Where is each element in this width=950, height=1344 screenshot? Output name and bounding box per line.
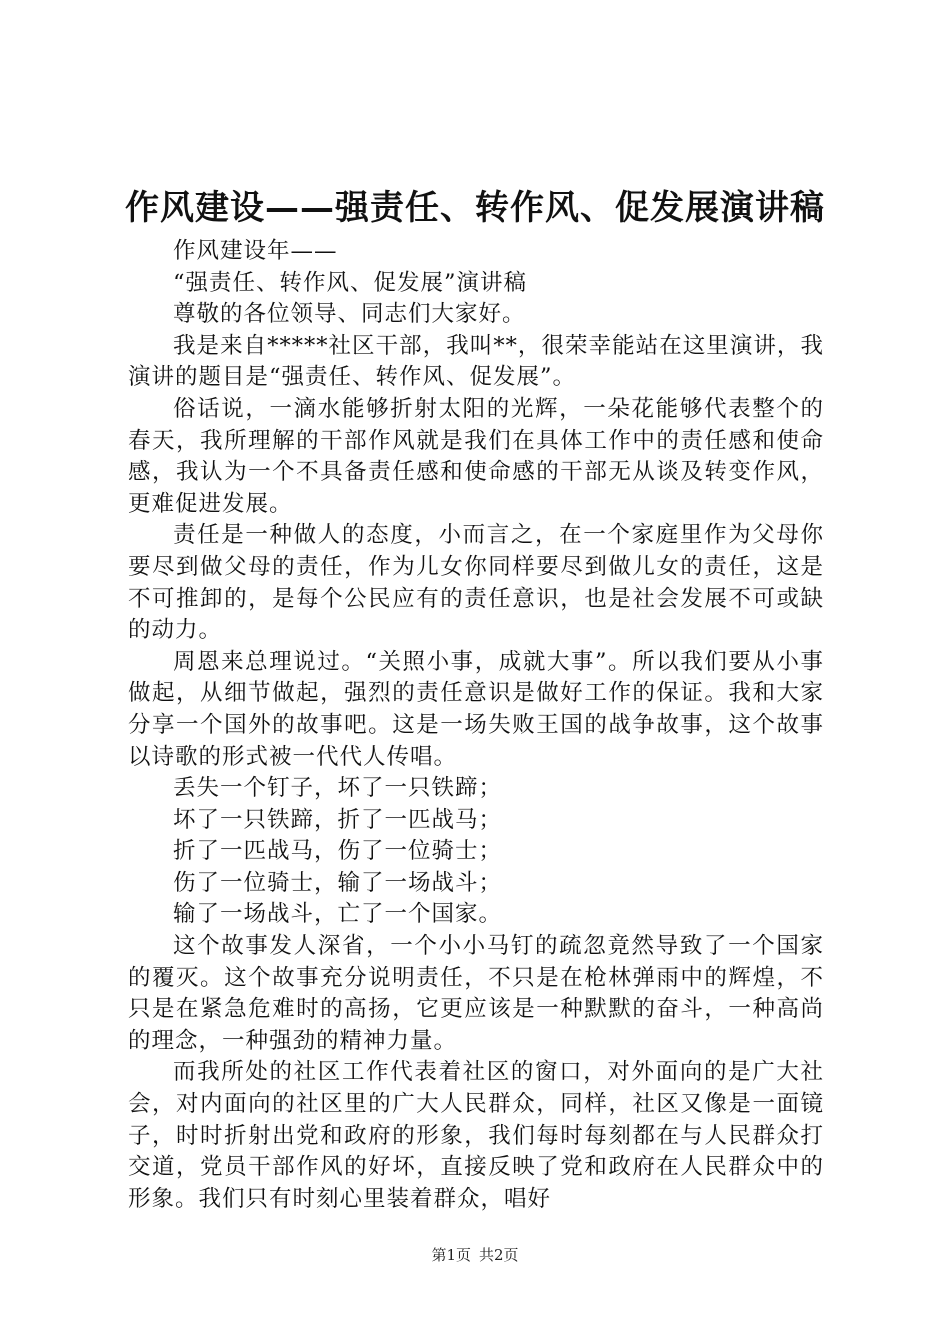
document-body bbox=[128, 236, 824, 1215]
document-title: 作风建设——强责任、转作风、促发展演讲稿 bbox=[125, 188, 825, 228]
paragraph: 这个故事发人深省，一个小小马钉的疏忽竟然导致了一个国家的覆灭。这个故事充分说明责任，不只是在枪林弹雨中的辉煌，不只是在紧急危难时的高扬，它更应该是一种默默的奋斗，一种高尚的理念，一种强劲的精神力量。 bbox=[128, 933, 824, 1054]
paragraph: 俗话说，一滴水能够折射太阳的光辉，一朵花能够代表整个的春天，我所理解的干部作风就是我们在具体工作中的责任感和使命感，我认为一个不具备责任感和使命感的干部无从谈及转变作风，更难促进发展。 bbox=[128, 395, 824, 517]
poem-line: 输了一场战斗，亡了一个国家。 bbox=[173, 901, 503, 928]
poem-line: 坏了一只铁蹄，折了一匹战马； bbox=[173, 806, 503, 833]
paragraph: 周恩来总理说过。“关照小事，成就大事”。所以我们要从小事做起，从细节做起，强烈的责任意识是做好工作的保证。我和大家分享一个国外的故事吧。这是一场失败王国的战争故事，这个故事以诗歌的形式被一代代人传唱。 bbox=[128, 648, 824, 770]
paragraph: 而我所处的社区工作代表着社区的窗口，对外面向的是广大社会，对内面向的社区里的广大人民群众，同样，社区又像是一面镜子，时时折射出党和政府的形象，我们每时每刻都在与人民群众打交道，党员干部作风的好坏，直接反映了党和政府在人民群众中的形象。我们只有时刻心里装着群众，唱好 bbox=[128, 1059, 824, 1212]
paragraph: 尊敬的各位领导、同志们大家好。 bbox=[173, 301, 526, 328]
page-number: 第1页 bbox=[431, 1246, 471, 1264]
poem-line: 伤了一位骑士，输了一场战斗； bbox=[173, 869, 503, 896]
poem-line: 丢失一个钉子，坏了一只铁蹄； bbox=[173, 775, 503, 802]
paragraph: “强责任、转作风、促发展”演讲稿 bbox=[173, 269, 528, 296]
paragraph: 作风建设年—— bbox=[173, 238, 338, 264]
paragraph: 我是来自*****社区干部，我叫**，很荣幸能站在这里演讲，我演讲的题目是“强责任、转作风、促发展”。 bbox=[128, 332, 824, 391]
poem-line: 折了一匹战马，伤了一位骑士； bbox=[173, 838, 503, 865]
paragraph: 责任是一种做人的态度，小而言之，在一个家庭里作为父母你要尽到做父母的责任，作为儿女你同样要尽到做儿女的责任，这是不可推卸的，是每个公民应有的责任意识，也是社会发展不可或缺的动力。 bbox=[128, 522, 824, 644]
page-footer bbox=[0, 1244, 950, 1265]
page-total: 共2页 bbox=[479, 1246, 519, 1264]
